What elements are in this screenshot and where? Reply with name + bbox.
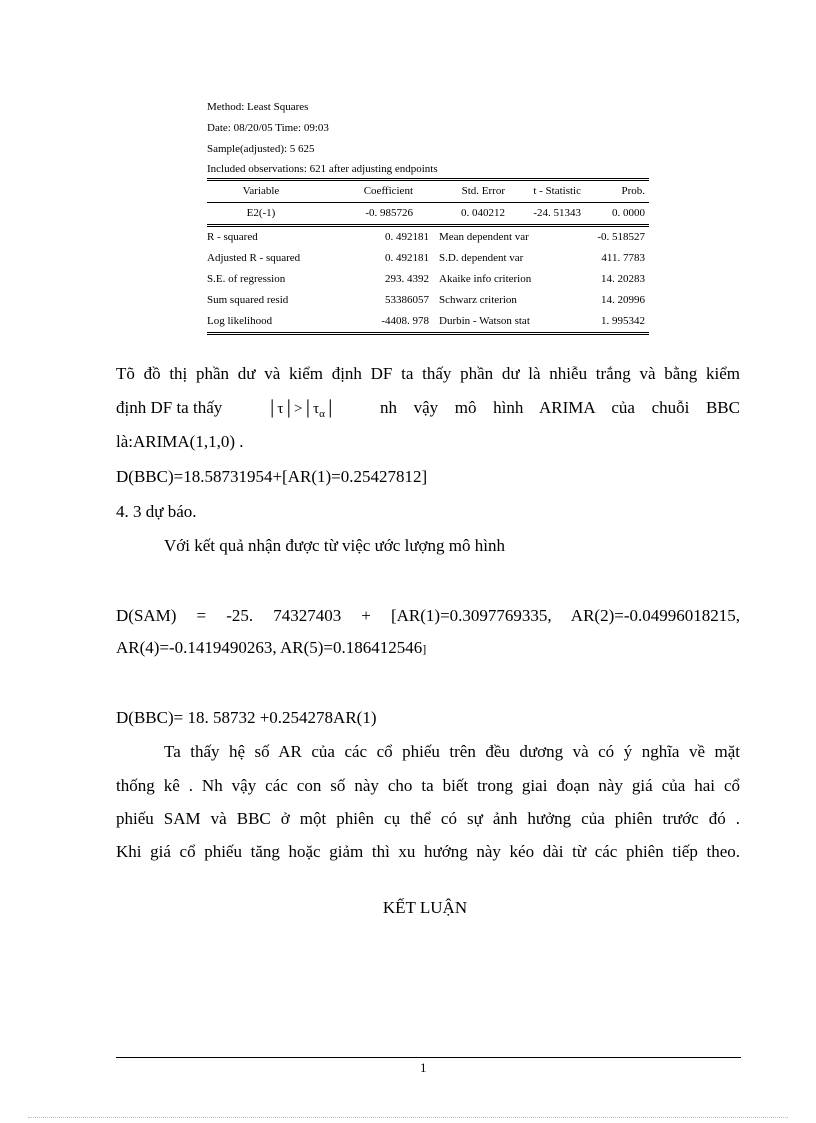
table-bottom-rule (207, 332, 649, 335)
table-cell: 0. 492181 (385, 231, 429, 243)
table-cell: 411. 7783 (601, 252, 645, 264)
table-cell: E2(-1) (246, 207, 276, 219)
paragraph-line (116, 398, 740, 420)
paragraph-line: thống kê . Nh vậy các con số này cho ta biết trong giai đoạn này giá của hai cổ (116, 776, 740, 795)
table-cell: 53386057 (385, 294, 429, 306)
table-cell: -0. 985726 (365, 207, 413, 219)
col-header: t - Statistic (533, 185, 581, 197)
col-header: Prob. (621, 185, 645, 197)
text-span: nh vậy mô hình ARIMA của chuỗi BBC (380, 398, 740, 417)
conclusion-title: KẾT LUẬN (382, 898, 468, 917)
page-edge-dots (28, 1117, 788, 1118)
col-header: Std. Error (461, 185, 505, 197)
sample-line: Sample(adjusted): 5 625 (207, 143, 315, 155)
table-cell: 0. 492181 (385, 252, 429, 264)
coefficient-table (207, 181, 649, 202)
table-cell: -0. 518527 (597, 231, 645, 243)
table-cell: 14. 20996 (601, 294, 645, 306)
table-cell: 0. 040212 (461, 207, 505, 219)
paragraph-line: Tõ đồ thị phần dư và kiểm định DF ta thấy phần dư là nhiễu trắng và bằng kiểm (116, 364, 740, 383)
table-cell: Log likelihood (207, 315, 273, 327)
table-row (207, 290, 649, 311)
equation-sam-line2 (116, 638, 740, 658)
regression-output (207, 97, 649, 335)
paragraph-line: Ta thấy hệ số AR của các cổ phiếu trên đều dương và có ý nghĩa về mặt (164, 742, 740, 761)
table-cell: Durbin - Watson stat (439, 315, 530, 327)
coefficient-row-table (207, 203, 649, 224)
bracket: ] (422, 642, 427, 656)
equation-bbc-forecast: D(BBC)= 18. 58732 +0.254278AR(1) (116, 708, 377, 727)
table-cell: -24. 51343 (533, 207, 581, 219)
text-span: AR(4)=-0.1419490263, AR(5)=0.186412546 (116, 638, 423, 657)
table-cell: -4408. 978 (381, 315, 429, 327)
tau-comparison (267, 401, 336, 420)
table-cell: 0. 0000 (612, 207, 645, 219)
section-heading: 4. 3 dự báo. (116, 502, 197, 521)
table-cell: Schwarz criterion (439, 294, 517, 306)
table-cell: R - squared (207, 231, 258, 243)
included-line: Included observations: 621 after adjusting endpoints (207, 163, 438, 175)
alpha-subscript: α (319, 408, 325, 420)
table-cell: Adjusted R - squared (207, 252, 301, 264)
table-row (207, 269, 649, 290)
tau-text: │τ│>│τ (266, 401, 320, 417)
footer-rule (116, 1057, 741, 1058)
table-cell: 293. 4392 (385, 273, 429, 285)
table-cell: S.E. of regression (207, 273, 286, 285)
table-cell: Akaike info criterion (439, 273, 532, 285)
table-row (207, 248, 649, 269)
paragraph-line: Khi giá cổ phiếu tăng hoặc giảm thì xu hướng này kéo dài từ các phiên tiếp theo. (116, 842, 740, 861)
table-header-row (207, 181, 649, 202)
table-cell: Mean dependent var (439, 231, 529, 243)
table-row (207, 203, 649, 224)
statistics-table (207, 227, 649, 332)
date-line: Date: 08/20/05 Time: 09:03 (207, 122, 329, 134)
equation-sam-line1: D(SAM) = -25. 74327403 + [AR(1)=0.3097769335, AR(2)=-0.04996018215, (116, 606, 740, 625)
col-header: Coefficient (363, 185, 413, 197)
table-cell: 1. 995342 (601, 315, 645, 327)
table-cell: Sum squared resid (207, 294, 289, 306)
table-row (207, 227, 649, 248)
paragraph-line: là:ARIMA(1,1,0) . (116, 432, 244, 451)
equation-bbc: D(BBC)=18.58731954+[AR(1)=0.25427812] (116, 467, 428, 486)
text-span: định DF ta thấy (116, 398, 223, 417)
table-cell: 14. 20283 (601, 273, 645, 285)
method-line: Method: Least Squares (207, 101, 309, 113)
col-header: Variable (242, 185, 280, 197)
page-number: 1 (420, 1060, 427, 1075)
paragraph-line: phiếu SAM và BBC ở một phiên cụ thể có sự ảnh hưởng của phiên trước đó . (116, 809, 740, 828)
table-row (207, 311, 649, 332)
table-cell: S.D. dependent var (439, 252, 524, 264)
paragraph-line: Với kết quả nhận được từ việc ước lượng mô hình (164, 536, 505, 555)
tau-bar: │ (324, 401, 336, 417)
